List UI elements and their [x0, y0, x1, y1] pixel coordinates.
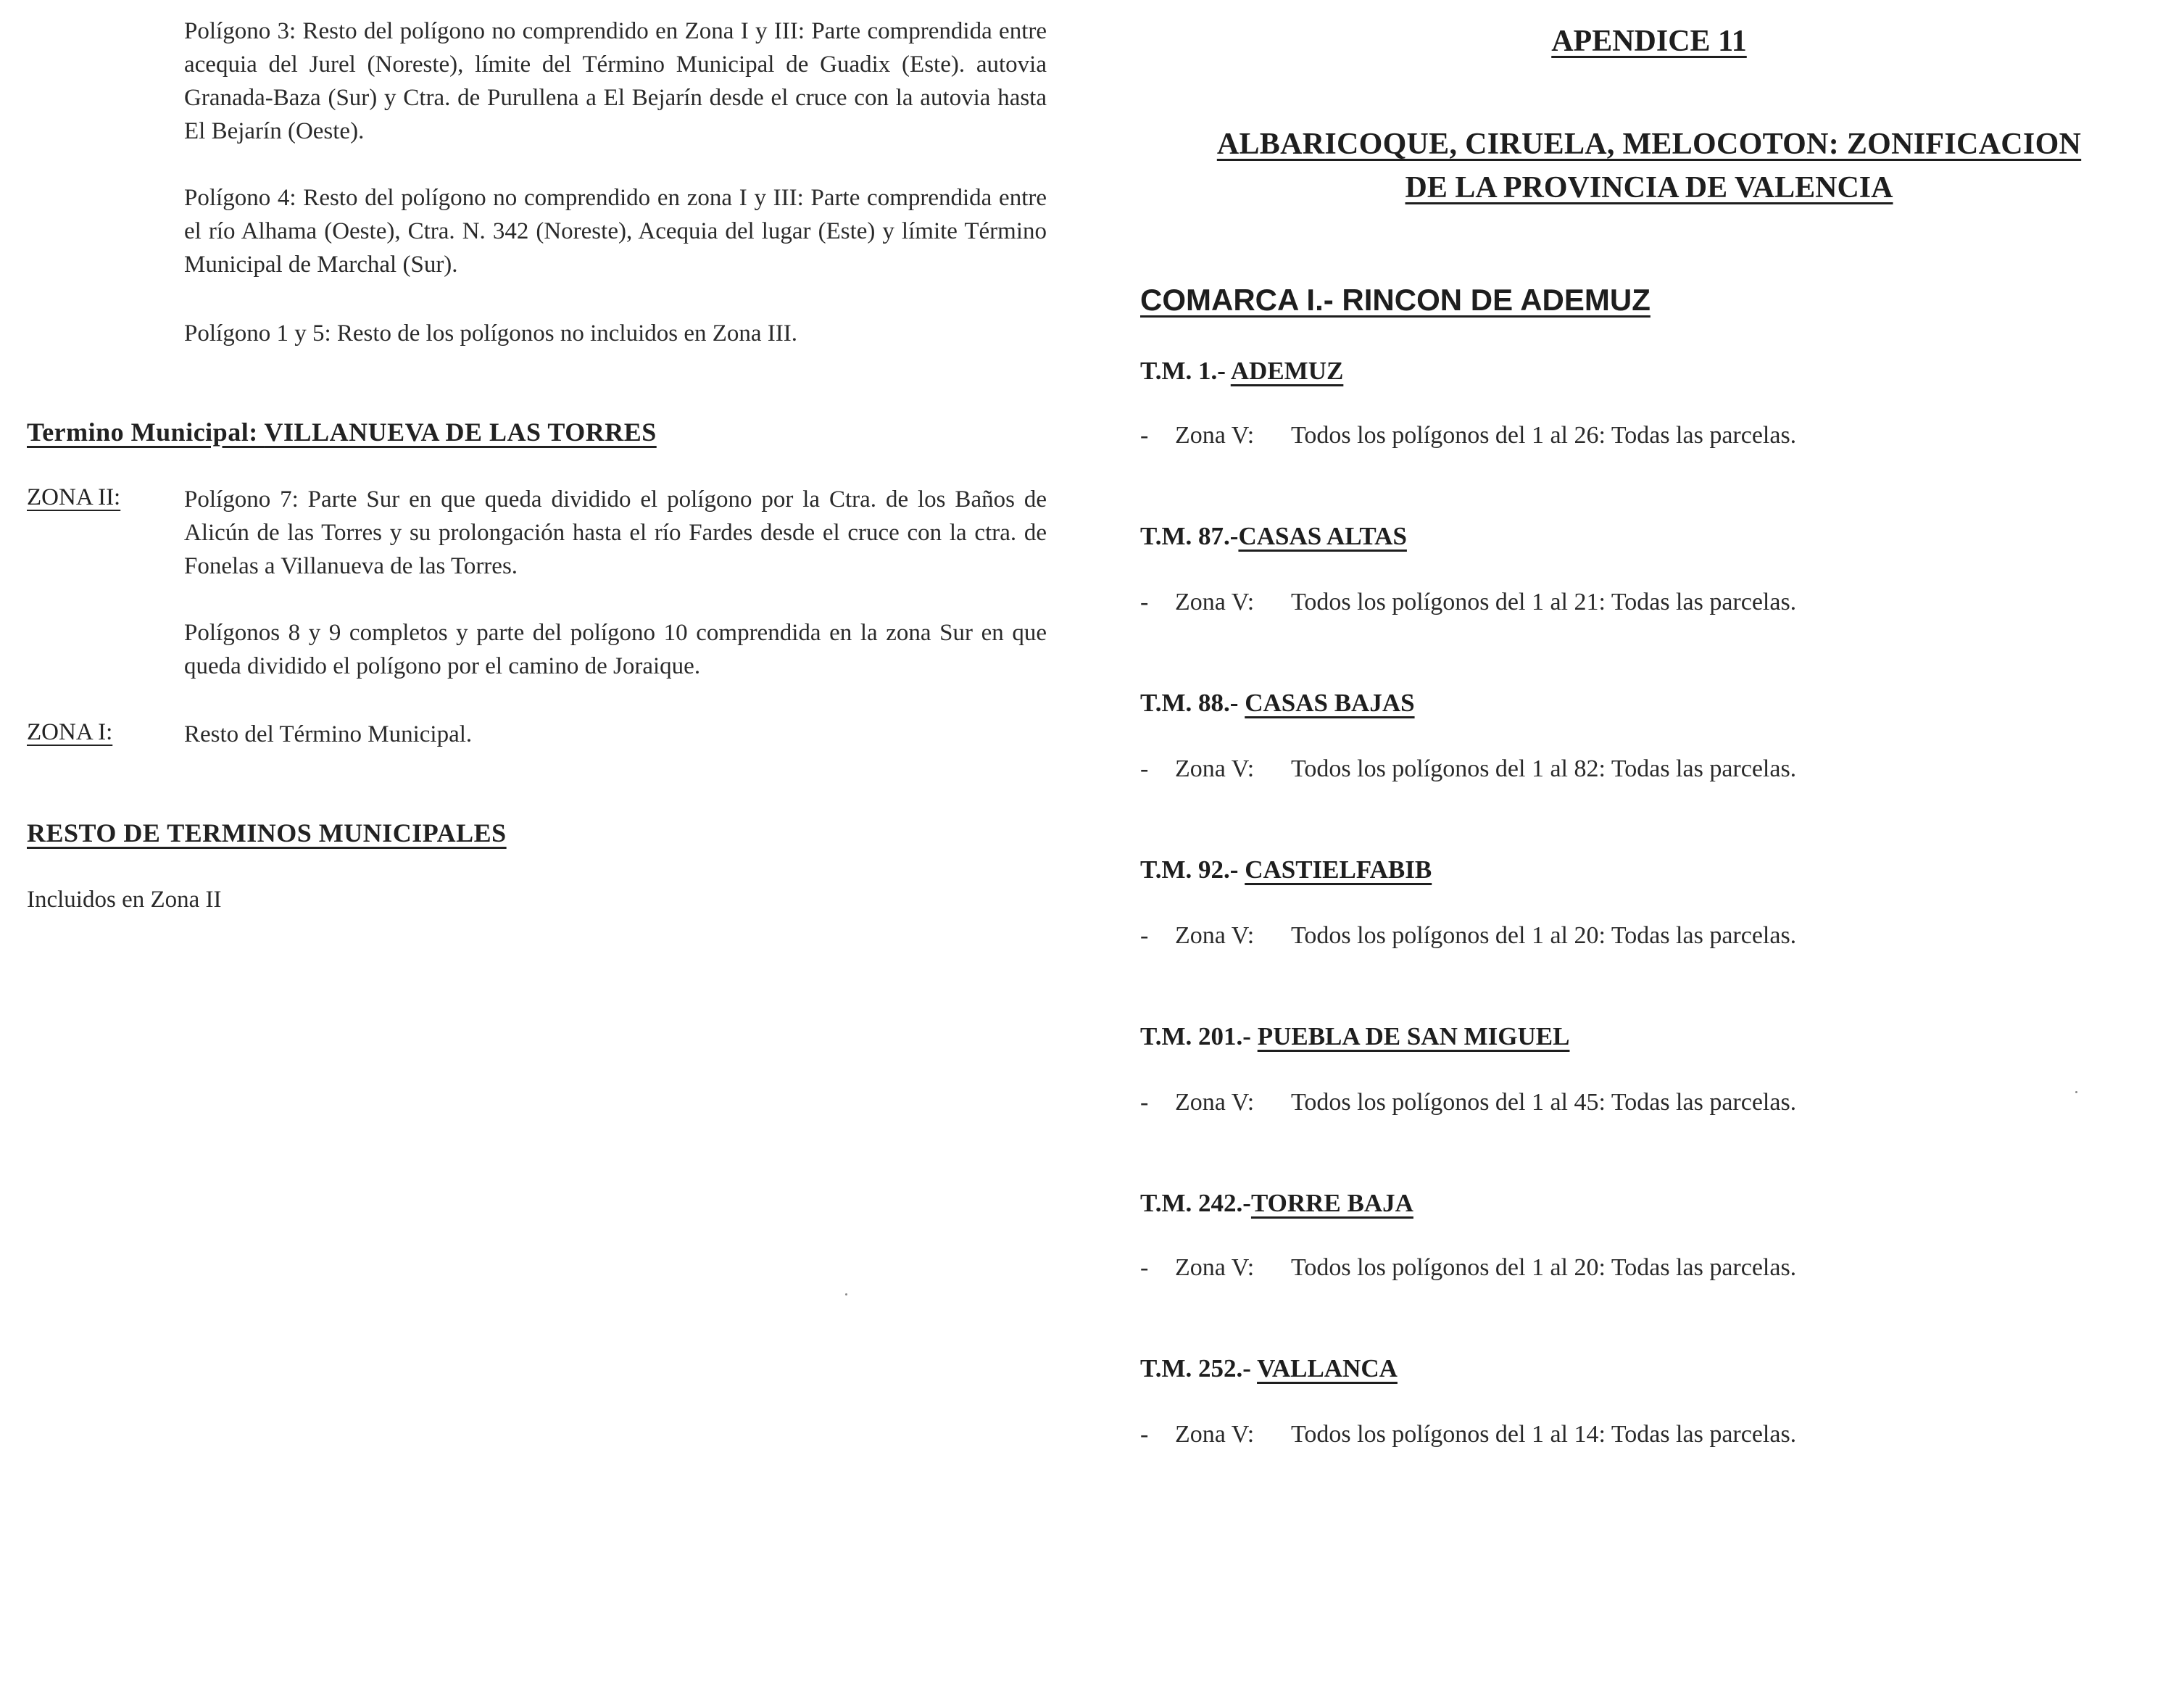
municipality-name: ADEMUZ [1230, 357, 1344, 385]
bullet-dash: - [1140, 589, 1149, 615]
zone-label: Zona V: [1175, 1089, 1255, 1116]
zone-entry [1140, 922, 1796, 950]
section-heading-villanueva [27, 417, 657, 447]
zona-ii-label: ZONA II: [27, 484, 121, 510]
zone-text: Todos los polígonos del 1 al 20: Todas las parcelas. [1291, 1254, 1797, 1281]
bullet-dash: - [1140, 422, 1149, 449]
section-heading-resto: RESTO DE TERMINOS MUNICIPALES [27, 818, 507, 847]
municipality-heading [1140, 1189, 1413, 1218]
zone-text: Todos los polígonos del 1 al 20: Todas las parcelas. [1291, 922, 1797, 949]
zone-label: Zona V: [1175, 422, 1255, 449]
zone-text: Todos los polígonos del 1 al 21: Todas las parcelas. [1291, 589, 1797, 615]
municipality-code: T.M. 1.- [1140, 357, 1231, 385]
zone-text: Todos los polígonos del 1 al 82: Todas las parcelas. [1291, 755, 1797, 782]
municipality-code: T.M. 252.- [1140, 1354, 1258, 1382]
paragraph-zona-ii-poligonos-8-9: Polígonos 8 y 9 completos y parte del polígono 10 comprendida en la zona Sur en que queda dividido el polígono por el camino de Joraique. [184, 620, 1047, 679]
zona-i-label: ZONA I: [27, 719, 113, 745]
zone-entry [1140, 589, 1796, 616]
heading-prefix: Termino Municipal: [27, 418, 265, 447]
paragraph-zona-i: Resto del Término Municipal. [184, 721, 473, 747]
bullet-dash: - [1140, 1421, 1149, 1448]
municipality-name: CASTIELFABIB [1245, 855, 1432, 884]
zone-text: Todos los polígonos del 1 al 26: Todas las parcelas. [1291, 422, 1797, 449]
municipality-code: T.M. 87.- [1140, 522, 1239, 550]
bullet-dash: - [1140, 1089, 1149, 1116]
zone-text: Todos los polígonos del 1 al 45: Todas las parcelas. [1291, 1089, 1797, 1116]
municipality-heading [1140, 1022, 1569, 1051]
zone-entry [1140, 422, 1796, 449]
paragraph-poligono-3: Polígono 3: Resto del polígono no comprendido en Zona I y III: Parte comprendida entre acequia del Jurel (Noreste), límite del Término Municipal de Guadix (Este). autovia Granada-Baza (Sur) y Ctra. de Purullena a El Bejarín desde el cruce con la autovia hasta El Bejarín (Oeste). [184, 18, 1047, 144]
bullet-dash: - [1140, 922, 1149, 949]
municipality-heading [1140, 689, 1415, 718]
municipality-code: T.M. 92.- [1140, 855, 1245, 884]
main-title-line-2: DE LA PROVINCIA DE VALENCIA [1405, 171, 1893, 204]
municipality-name: TORRE BAJA [1250, 1189, 1413, 1217]
scan-speck [845, 1293, 847, 1295]
main-title-line-1: ALBARICOQUE, CIRUELA, MELOCOTON: ZONIFICACION [1216, 128, 2082, 161]
municipality-code: T.M. 88.- [1140, 689, 1245, 717]
heading-name: VILLANUEVA DE LAS TORRES [264, 418, 657, 447]
appendix-title: APENDICE 11 [1551, 25, 1747, 58]
zone-label: Zona V: [1175, 922, 1255, 949]
zone-entry [1140, 755, 1796, 783]
zone-text: Todos los polígonos del 1 al 14: Todas las parcelas. [1291, 1421, 1797, 1448]
paragraph-zona-ii-poligono-7: Polígono 7: Parte Sur en que queda dividido el polígono por la Ctra. de los Baños de Alicún de las Torres y su prolongación hasta el río Fardes desde el cruce con la ctra. de Fonelas a Villanueva de las Torres. [184, 486, 1047, 579]
municipality-code: T.M. 242.- [1140, 1189, 1251, 1217]
municipality-heading [1140, 357, 1343, 386]
municipality-name: CASAS BAJAS [1245, 689, 1415, 717]
resto-text: Incluidos en Zona II [27, 887, 222, 913]
municipality-name: CASAS ALTAS [1238, 522, 1407, 550]
municipality-name: PUEBLA DE SAN MIGUEL [1257, 1022, 1570, 1050]
comarca-heading: COMARCA I.- RINCON DE ADEMUZ [1140, 283, 1651, 317]
zone-label: Zona V: [1175, 1421, 1255, 1448]
municipality-code: T.M. 201.- [1140, 1022, 1258, 1050]
municipality-name: VALLANCA [1257, 1354, 1398, 1382]
zone-label: Zona V: [1175, 1254, 1255, 1281]
bullet-dash: - [1140, 755, 1149, 782]
paragraph-poligono-4: Polígono 4: Resto del polígono no comprendido en zona I y III: Parte comprendida entre el río Alhama (Oeste), Ctra. N. 342 (Noreste), Acequia del lugar (Este) y límite Término Municipal de Marchal (Sur). [184, 185, 1047, 278]
bullet-dash: - [1140, 1254, 1149, 1281]
zone-entry [1140, 1421, 1796, 1448]
zone-label: Zona V: [1175, 589, 1255, 615]
municipality-heading [1140, 1354, 1398, 1383]
municipality-heading [1140, 522, 1407, 551]
scan-speck [2075, 1091, 2077, 1093]
zone-entry [1140, 1089, 1796, 1116]
municipality-heading [1140, 855, 1432, 884]
zone-label: Zona V: [1175, 755, 1255, 782]
zone-entry [1140, 1254, 1796, 1282]
paragraph-poligono-1-5: Polígono 1 y 5: Resto de los polígonos no incluidos en Zona III. [184, 320, 798, 347]
